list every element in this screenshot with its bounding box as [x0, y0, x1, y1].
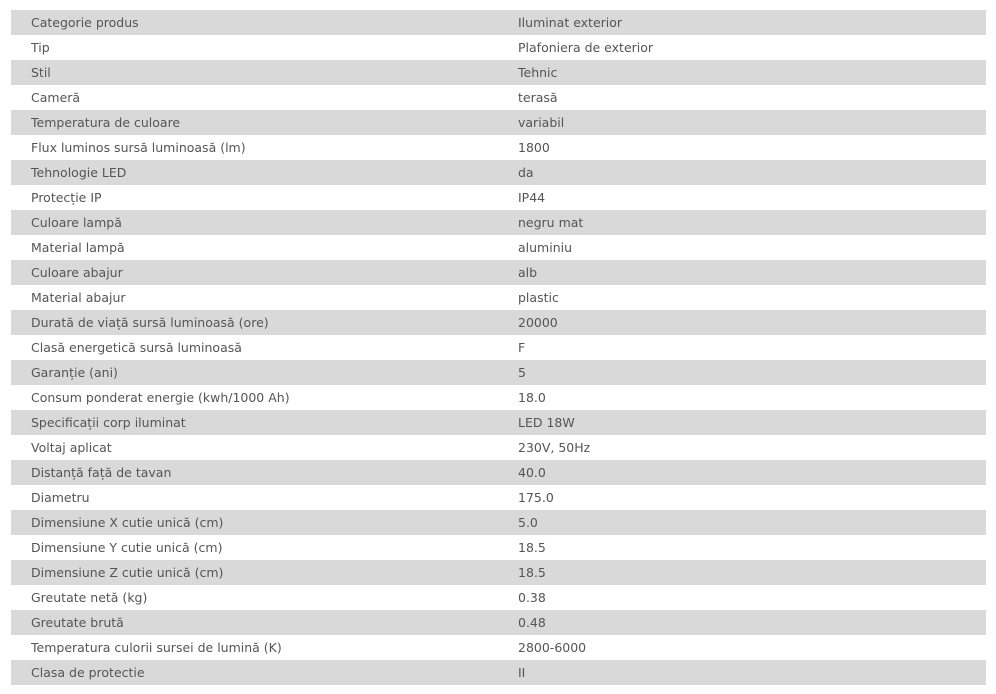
- spec-value: 1800: [498, 135, 986, 160]
- spec-label: Stil: [11, 60, 498, 85]
- spec-value: 18.5: [498, 535, 986, 560]
- spec-row: [11, 235, 986, 260]
- spec-row: [11, 185, 986, 210]
- spec-label: Greutate brută: [11, 610, 498, 635]
- spec-value: 230V, 50Hz: [498, 435, 986, 460]
- spec-value: 20000: [498, 310, 986, 335]
- spec-label: Diametru: [11, 485, 498, 510]
- spec-value: plastic: [498, 285, 986, 310]
- spec-value: terasă: [498, 85, 986, 110]
- spec-row: [11, 285, 986, 310]
- spec-value: 2800-6000: [498, 635, 986, 660]
- spec-row: [11, 485, 986, 510]
- spec-row: [11, 660, 986, 685]
- spec-label: Consum ponderat energie (kwh/1000 Ah): [11, 385, 498, 410]
- spec-row: [11, 160, 986, 185]
- spec-label: Material abajur: [11, 285, 498, 310]
- spec-label: Greutate netă (kg): [11, 585, 498, 610]
- spec-row: [11, 560, 986, 585]
- spec-row: [11, 435, 986, 460]
- spec-value: F: [498, 335, 986, 360]
- spec-label: Temperatura de culoare: [11, 110, 498, 135]
- spec-label: Culoare abajur: [11, 260, 498, 285]
- spec-row: [11, 510, 986, 535]
- spec-row: [11, 85, 986, 110]
- spec-row: [11, 260, 986, 285]
- spec-row: [11, 310, 986, 335]
- spec-value: 40.0: [498, 460, 986, 485]
- spec-label: Cameră: [11, 85, 498, 110]
- spec-row: [11, 110, 986, 135]
- spec-value: 175.0: [498, 485, 986, 510]
- spec-label: Garanție (ani): [11, 360, 498, 385]
- spec-row: [11, 35, 986, 60]
- spec-value: 5: [498, 360, 986, 385]
- spec-label: Categorie produs: [11, 10, 498, 35]
- spec-label: Flux luminos sursă luminoasă (lm): [11, 135, 498, 160]
- spec-label: Material lampă: [11, 235, 498, 260]
- spec-row: [11, 360, 986, 385]
- spec-label: Clasa de protectie: [11, 660, 498, 685]
- spec-label: Protecție IP: [11, 185, 498, 210]
- spec-row: [11, 335, 986, 360]
- spec-row: [11, 460, 986, 485]
- spec-label: Clasă energetică sursă luminoasă: [11, 335, 498, 360]
- spec-label: Tehnologie LED: [11, 160, 498, 185]
- spec-row: [11, 535, 986, 560]
- spec-value: alb: [498, 260, 986, 285]
- spec-value: 18.5: [498, 560, 986, 585]
- spec-value: 18.0: [498, 385, 986, 410]
- spec-value: 5.0: [498, 510, 986, 535]
- spec-row: [11, 635, 986, 660]
- spec-label: Dimensiune Y cutie unică (cm): [11, 535, 498, 560]
- spec-value: 0.48: [498, 610, 986, 635]
- spec-label: Voltaj aplicat: [11, 435, 498, 460]
- spec-row: [11, 10, 986, 35]
- product-spec-table: [11, 10, 986, 685]
- spec-label: Dimensiune Z cutie unică (cm): [11, 560, 498, 585]
- spec-value: Tehnic: [498, 60, 986, 85]
- spec-row: [11, 610, 986, 635]
- spec-label: Tip: [11, 35, 498, 60]
- spec-row: [11, 60, 986, 85]
- spec-value: II: [498, 660, 986, 685]
- spec-label: Distanță față de tavan: [11, 460, 498, 485]
- spec-row: [11, 210, 986, 235]
- spec-value: negru mat: [498, 210, 986, 235]
- spec-table-body: [11, 10, 986, 685]
- spec-label: Dimensiune X cutie unică (cm): [11, 510, 498, 535]
- spec-label: Durată de viață sursă luminoasă (ore): [11, 310, 498, 335]
- spec-row: [11, 585, 986, 610]
- spec-value: Plafoniera de exterior: [498, 35, 986, 60]
- spec-value: aluminiu: [498, 235, 986, 260]
- spec-value: LED 18W: [498, 410, 986, 435]
- spec-label: Temperatura culorii sursei de lumină (K): [11, 635, 498, 660]
- spec-value: Iluminat exterior: [498, 10, 986, 35]
- spec-row: [11, 135, 986, 160]
- spec-label: Specificații corp iluminat: [11, 410, 498, 435]
- spec-row: [11, 410, 986, 435]
- spec-value: variabil: [498, 110, 986, 135]
- spec-row: [11, 385, 986, 410]
- spec-value: 0.38: [498, 585, 986, 610]
- spec-label: Culoare lampă: [11, 210, 498, 235]
- spec-value: IP44: [498, 185, 986, 210]
- spec-value: da: [498, 160, 986, 185]
